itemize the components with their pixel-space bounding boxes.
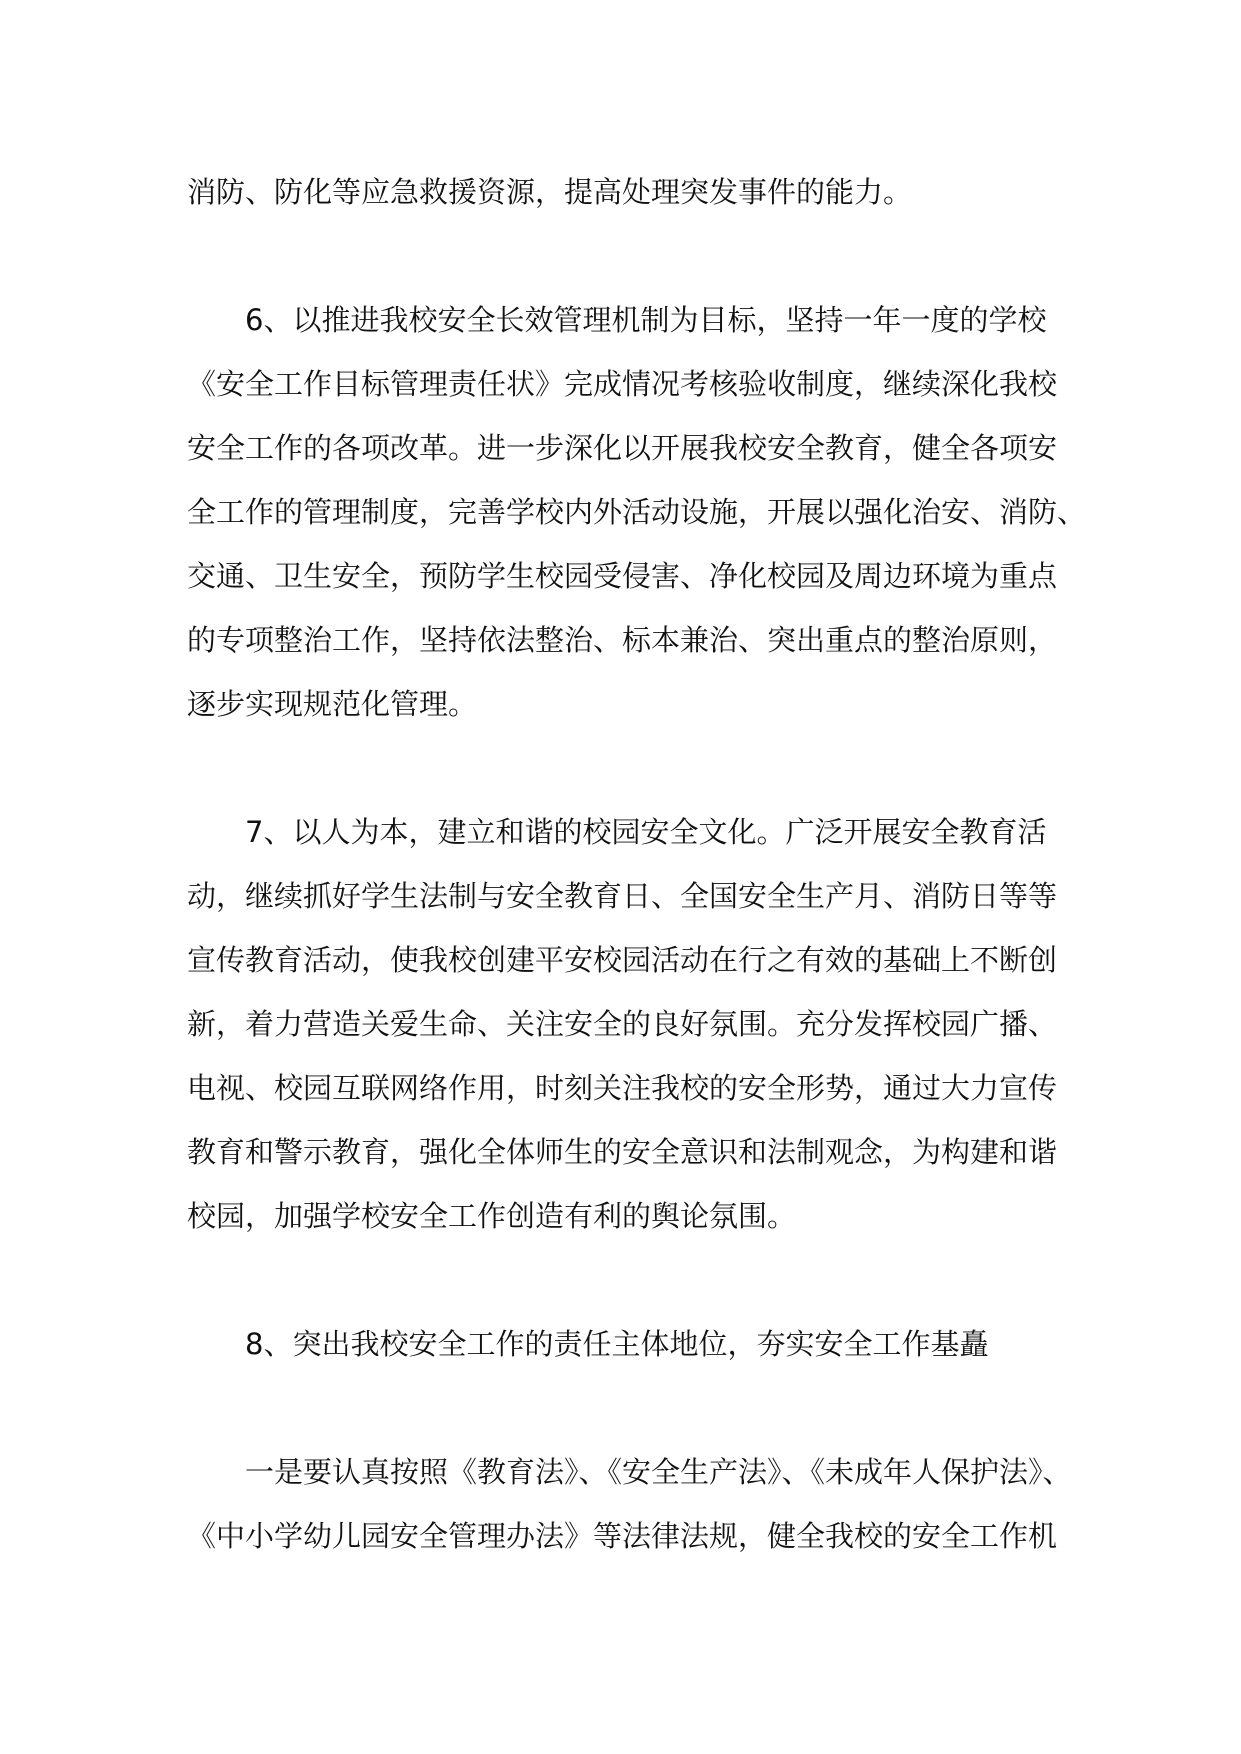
text-line: 一是要认真按照《教育法》、《安全生产法》、《未成年人保护法》、 bbox=[245, 1455, 1072, 1489]
text-line: 宣传教育活动，使我校创建平安校园活动在行之有效的基础上不断创 bbox=[187, 943, 1058, 977]
paragraph-gap bbox=[187, 1376, 1067, 1440]
paragraph-item-6 bbox=[187, 288, 1087, 736]
text-line: 交通、卫生安全，预防学生校园受侵害、净化校园及周边环境为重点 bbox=[187, 559, 1058, 593]
text-line: 新，着力营造关爱生命、关注安全的良好氛围。充分发挥校园广播、 bbox=[187, 1007, 1058, 1041]
text-line: 7、以人为本，建立和谐的校园安全文化。广泛开展安全教育活 bbox=[245, 815, 1047, 849]
text-line: 安全工作的各项改革。进一步深化以开展我校安全教育，健全各项安 bbox=[187, 431, 1058, 465]
text-line: 《中小学幼儿园安全管理办法》等法律法规，健全我校的安全工作机 bbox=[187, 1519, 1058, 1553]
paragraph-gap bbox=[187, 736, 1067, 800]
text-line: 全工作的管理制度，完善学校内外活动设施，开展以强化治安、消防、 bbox=[187, 495, 1087, 529]
text-line: 6、以推进我校安全长效管理机制为目标，坚持一年一度的学校 bbox=[245, 303, 1047, 337]
text-line: 校园，加强学校安全工作创造有利的舆论氛围。 bbox=[187, 1199, 797, 1233]
paragraph-item-8 bbox=[187, 1312, 1067, 1376]
text-line: 逐步实现规范化管理。 bbox=[187, 687, 478, 721]
document-body bbox=[187, 160, 1087, 1568]
paragraph-resources bbox=[187, 160, 1067, 224]
paragraph-gap bbox=[187, 224, 1067, 288]
text-line: 8、突出我校安全工作的责任主体地位，夯实安全工作基矗 bbox=[245, 1327, 989, 1361]
text-line: 消防、防化等应急救援资源，提高处理突发事件的能力。 bbox=[187, 175, 913, 209]
paragraph-gap bbox=[187, 1248, 1067, 1312]
text-line: 电视、校园互联网络作用，时刻关注我校的安全形势，通过大力宣传 bbox=[187, 1071, 1058, 1105]
text-line: 的专项整治工作，坚持依法整治、标本兼治、突出重点的整治原则， bbox=[187, 623, 1058, 657]
paragraph-first-point bbox=[187, 1440, 1072, 1568]
text-line: 教育和警示教育，强化全体师生的安全意识和法制观念，为构建和谐 bbox=[187, 1135, 1058, 1169]
text-line: 动，继续抓好学生法制与安全教育日、全国安全生产月、消防日等等 bbox=[187, 879, 1058, 913]
paragraph-item-7 bbox=[187, 800, 1067, 1248]
text-line: 《安全工作目标管理责任状》完成情况考核验收制度，继续深化我校 bbox=[187, 367, 1058, 401]
